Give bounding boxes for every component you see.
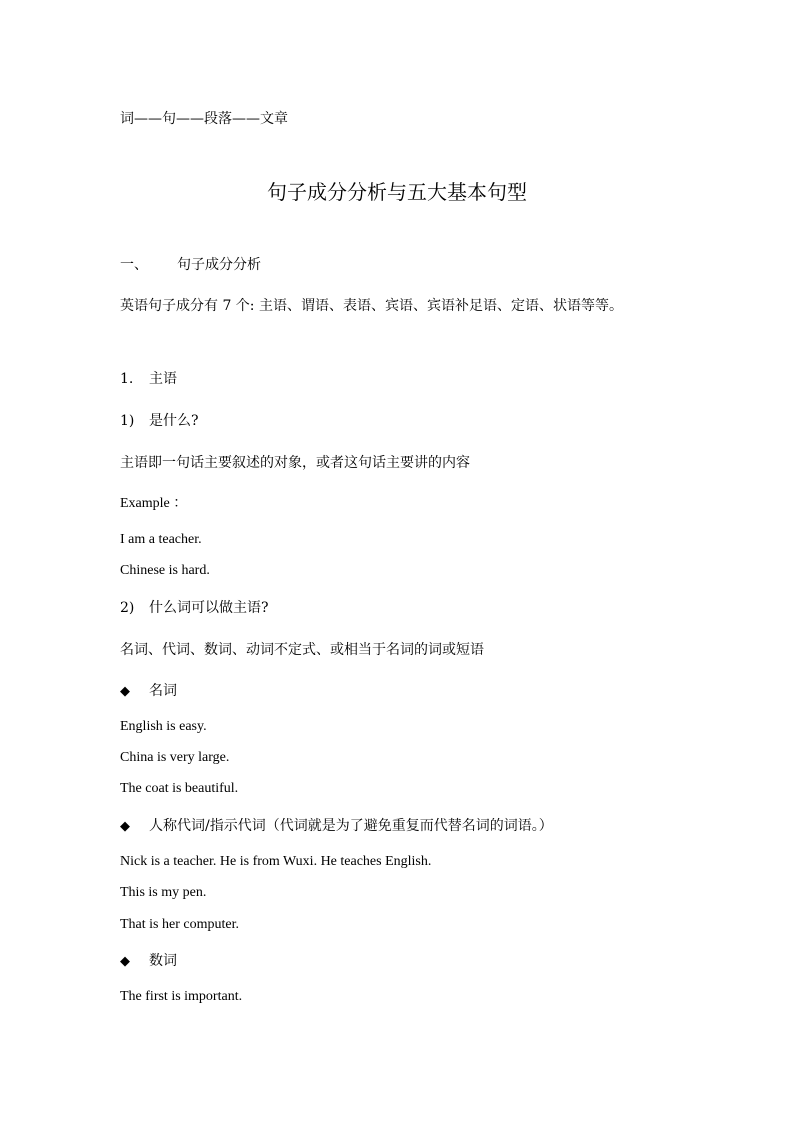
section-heading — [120, 256, 261, 274]
example-sentence: China is very large. — [120, 750, 230, 765]
item-heading — [120, 370, 177, 388]
question-text: 什么词可以做主语? — [149, 600, 269, 616]
bullet-label: 人称代词/指示代词（代词就是为了避免重复而代替名词的词语。） — [149, 818, 553, 834]
section-number: 一、 — [120, 257, 148, 273]
hierarchy-line: 词——句——段落——文章 — [120, 111, 288, 127]
page-title: 句子成分分析与五大基本句型 — [267, 180, 527, 204]
question-1 — [120, 412, 199, 430]
example-sentence: I am a teacher. — [120, 532, 202, 547]
question-text: 是什么? — [149, 413, 199, 429]
question-2 — [120, 599, 269, 617]
bullet-noun — [120, 682, 177, 701]
example-label: Example ： — [120, 496, 188, 511]
example-sentence: This is my pen. — [120, 885, 207, 900]
bullet-pronoun — [120, 817, 553, 836]
section-heading-text: 句子成分分析 — [177, 257, 261, 273]
example-sentence: That is her computer. — [120, 917, 239, 932]
diamond-bullet-icon: ◆ — [120, 684, 130, 699]
answer-paragraph: 名词、代词、数词、动词不定式、或相当于名词的词或短语 — [120, 642, 484, 658]
bullet-label: 数词 — [149, 953, 177, 969]
intro-paragraph: 英语句子成分有 7 个: 主语、谓语、表语、宾语、宾语补足语、定语、状语等等。 — [120, 298, 623, 314]
example-sentence: The coat is beautiful. — [120, 781, 239, 796]
definition-paragraph: 主语即一句话主要叙述的对象，或者这句话主要讲的内容 — [120, 455, 470, 471]
bullet-label: 名词 — [149, 683, 177, 699]
bullet-numeral — [120, 952, 177, 971]
diamond-bullet-icon: ◆ — [120, 954, 130, 969]
example-sentence: The first is important. — [120, 989, 243, 1004]
question-number: 1) — [120, 413, 135, 429]
item-heading-text: 主语 — [149, 371, 177, 387]
item-number: 1. — [120, 371, 134, 387]
diamond-bullet-icon: ◆ — [120, 819, 130, 834]
example-sentence: Nick is a teacher. He is from Wuxi. He teaches English. — [120, 854, 432, 869]
question-number: 2) — [120, 600, 135, 616]
example-sentence: Chinese is hard. — [120, 563, 210, 578]
example-sentence: English is easy. — [120, 719, 207, 734]
